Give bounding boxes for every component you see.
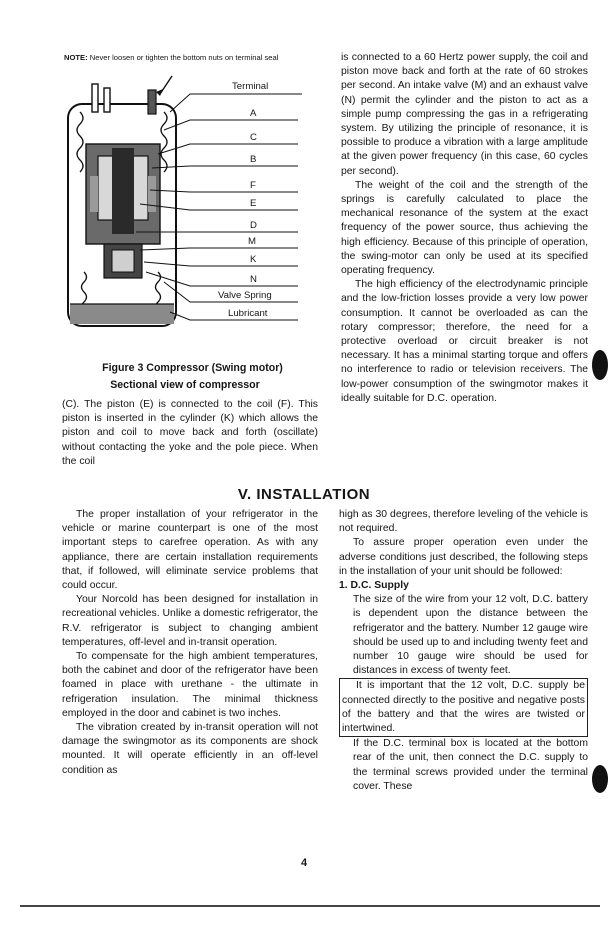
section-heading: V. INSTALLATION	[237, 486, 371, 503]
label-valve-spring: Valve Spring	[218, 290, 272, 301]
label-lubricant: Lubricant	[228, 308, 268, 319]
paragraph: If the D.C. terminal box is located at the bottom rear of the unit, then connect the D.C. supply to the terminal screws provided under the terminal cover. These	[353, 738, 588, 792]
label-d: D	[250, 220, 257, 231]
left-lower-text	[62, 508, 318, 778]
note-text: Never loosen or tighten the bottom nuts on terminal seal	[89, 53, 279, 62]
boxed-notice: It is important that the 12 volt, D.C. supply be connected directly to the positive and negative posts of the battery and that the wires are twisted or intertwined.	[339, 678, 588, 737]
paragraph: is connected to a 60 Hertz power supply, the coil and piston move back and forth at the rate of 60 strokes per second. An intake valve (M) and an exhaust valve (N) permit the cylinder and the piston to act as a simple pump compressing the gas in a refrigerating system. By utilizing the principle of resonance, it is possible to produce a vibration with a large amplitude at the given power frequency (in this case, 60 cycles per second).	[341, 52, 588, 177]
paragraph: To assure proper operation even under the adverse conditions just described, the following steps in the installation of your unit should be followed:	[339, 537, 588, 577]
paragraph: The proper installation of your refrigerator in the vehicle or marine counterpart is one of the most important steps to carefree operation. As with any appliance, there are certain installation requirements that, if followed, will eliminate service problems that could occur.	[62, 509, 318, 592]
label-e: E	[250, 198, 257, 209]
subheading-dc-supply: 1. D.C. Supply	[339, 580, 409, 592]
paragraph: (C). The piston (E) is connected to the coil (F). This piston is inserted in the cylinder (K) which allows the piston and coil to move back and forth (oscillate) without contacting the yoke and the pole piece. When the coil	[62, 399, 318, 467]
label-c: C	[250, 132, 257, 143]
paragraph: The high efficiency of the electrodynamic principle and the low-friction losses provide a very low power consumption. It cannot be overloaded as can the rotary compressor; therefore, the need for a protective overload or circuit breaker is not necessary. It has a minimal starting torque and offers no interference to radio or television receivers. The low-power consumption of the swingmotor makes it ideally suitable for D.C. operation.	[341, 279, 588, 404]
right-lower-text	[339, 508, 588, 794]
scan-artifact	[592, 350, 608, 380]
paragraph: The size of the wire from your 12 volt, D.C. battery is dependent upon the distance between the refrigerator and the battery. Number 12 gauge wire should be used up to and including twenty feet and number 10 gauge wire should be used for distances in excess of twenty feet.	[353, 594, 588, 677]
page-number: 4	[300, 857, 308, 869]
paragraph: Your Norcold has been designed for installation in recreational vehicles. Unlike a domestic refrigerator, the R.V. refrigerator is subject to changing ambient temperatures, off-level and in-transit operation.	[62, 594, 318, 648]
scan-artifact	[592, 765, 608, 793]
compressor-diagram	[60, 72, 320, 352]
label-n: N	[250, 274, 257, 285]
page-bottom-rule	[20, 905, 600, 907]
label-k: K	[250, 254, 257, 265]
left-upper-text	[62, 398, 318, 469]
paragraph: high as 30 degrees, therefore leveling of the vehicle is not required.	[339, 509, 588, 535]
paragraph: To compensate for the high ambient temperatures, both the cabinet and door of the refrigerator have been foamed in place with urethane - the ultimate in refrigeration insulation. The minimal thickness employed in the door and cabinet is two inches.	[62, 651, 318, 719]
paragraph: The weight of the coil and the strength of the springs is carefully calculated to place the mechanical resonance of the system at the exact frequency of the power source, thus achieving the high efficiency. Because of this principle of operation, the swing-motor can only be used at its specified operating frequency.	[341, 179, 588, 277]
figure-caption-title: Figure 3 Compressor (Swing motor)	[102, 362, 283, 374]
note-label: NOTE:	[64, 53, 88, 62]
paragraph: The vibration created by in-transit operation will not damage the swingmotor as its components are shock mounted. It will operate efficiently in an off-level condition as	[62, 722, 318, 776]
label-m: M	[248, 236, 256, 247]
label-a: A	[250, 108, 257, 119]
label-f: F	[250, 180, 256, 191]
label-b: B	[250, 154, 257, 165]
figure-caption-subtitle: Sectional view of compressor	[110, 379, 260, 391]
label-terminal: Terminal	[232, 81, 269, 92]
figure-note	[64, 53, 319, 62]
right-upper-text	[341, 51, 588, 406]
